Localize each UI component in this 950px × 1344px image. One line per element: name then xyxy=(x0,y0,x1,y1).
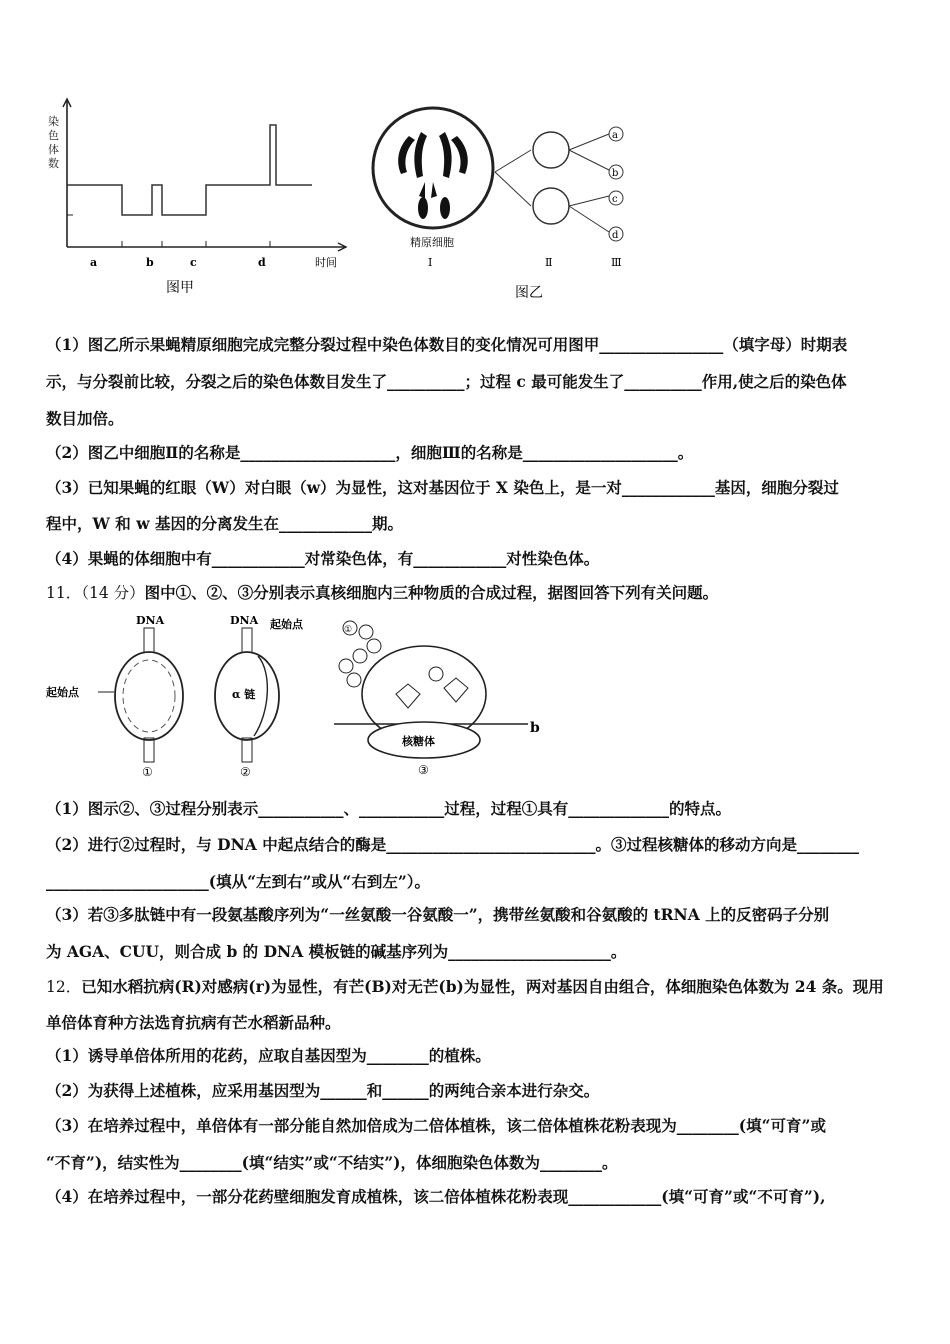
spermatogonium-cell xyxy=(373,108,493,228)
b-label: b xyxy=(530,720,540,736)
q11-stem xyxy=(46,582,910,604)
daughter-label: d xyxy=(612,230,619,241)
arrow xyxy=(569,206,609,232)
q11-stem-text: 图中①、②、③分别表示真核细胞内三种物质的合成过程，据图回答下列有关问题。 xyxy=(144,583,719,602)
ribosome-label: 核糖体 xyxy=(402,735,435,748)
figure-num: ① xyxy=(142,765,153,779)
figure-caption: 图甲 xyxy=(166,280,194,296)
replication-bubble xyxy=(115,652,183,740)
origin-label: 起始点 xyxy=(46,686,79,699)
x-tick-label: b xyxy=(146,256,154,269)
q12-number: 12． xyxy=(46,978,82,996)
dna-ladder xyxy=(242,628,252,654)
stage-label: Ⅰ xyxy=(428,256,433,269)
q12-stem-text: 已知水稻抗病(R)对感病(r)为显性，有芒(B)对无芒(b)为显性，两对基因自由组合，体细胞染色体数为 24 条。现用 xyxy=(81,977,884,996)
q10-part4: （4）果蝇的体细胞中有____________对常染色体，有____________对性染色体。 xyxy=(46,549,600,568)
chromosome xyxy=(440,197,450,219)
q10-part1-line2: 示，与分裂前比较，分裂之后的染色体数目发生了__________；过程 c 最可能发生了__________作用,使之后的染色体 xyxy=(46,372,847,391)
q10-part3-line2: 程中，W 和 w 基因的分离发生在____________期。 xyxy=(46,514,403,533)
amino-acid xyxy=(353,649,367,663)
figure-caption: 图乙 xyxy=(515,285,543,301)
arrow xyxy=(495,172,531,206)
q12-part3-line1: （3）在培养过程中，单倍体有一部分能自然加倍成为二倍体植株，该二倍体植株花粉表现为________(填“可育”或 xyxy=(46,1116,826,1135)
amino-acid xyxy=(359,625,373,639)
figure-num: ② xyxy=(240,765,251,779)
q12-stem-line2: 单倍体育种方法选育抗病有芒水稻新品种。 xyxy=(46,1013,341,1032)
dna-ladder xyxy=(242,738,252,762)
amino-acid xyxy=(367,639,381,653)
dna-label: DNA xyxy=(136,614,165,627)
q11-part1: （1）图示②、③过程分别表示___________、___________过程，过程①具有_____________的特点。 xyxy=(46,799,732,818)
q12-part2: （2）为获得上述植株，应采用基因型为______和______的两纯合亲本进行杂交。 xyxy=(46,1081,600,1100)
stage-label: Ⅲ xyxy=(611,256,622,269)
polypeptide-start: ① xyxy=(344,625,353,635)
q12-part3-line2: “不育”)，结实性为________(填“结实”或“不结实”)，体细胞染色体数为________。 xyxy=(46,1153,618,1172)
x-tick-label: d xyxy=(258,256,266,269)
figure-num: ③ xyxy=(418,763,429,777)
amino-acid xyxy=(429,667,443,681)
secondary-cell xyxy=(533,132,569,168)
amino-acid xyxy=(347,673,361,687)
q11-part3-line2: 为 AGA、CUU，则合成 b 的 DNA 模板链的碱基序列为_____________________。 xyxy=(46,942,627,961)
daughter-label: c xyxy=(612,194,618,205)
arrow xyxy=(569,134,609,150)
q12-part1: （1）诱导单倍体所用的花药，应取自基因型为________的植株。 xyxy=(46,1046,491,1065)
secondary-cell xyxy=(533,188,569,224)
q11-part2-line1: （2）进行②过程时，与 DNA 中起点结合的酶是___________________________。③过程核糖体的移动方向是________ xyxy=(46,835,859,854)
q10-part1-line1: （1）图乙所示果蝇精原细胞完成完整分裂过程中染色体数目的变化情况可用图甲________________（填字母）时期表 xyxy=(46,335,848,354)
q11-number: 11．（14 分） xyxy=(46,584,145,602)
chromosome-number-line xyxy=(67,125,312,215)
origin-label: 起始点 xyxy=(270,618,303,631)
dna-ladder xyxy=(144,628,154,654)
x-axis-label: 时间 xyxy=(315,256,337,269)
x-tick-label: a xyxy=(90,256,98,269)
q12-part4: （4）在培养过程中，一部分花药壁细胞发育成植株，该二倍体植株花粉表现____________(填“可育”或“不可育”), xyxy=(46,1187,826,1206)
dna-label: DNA xyxy=(230,614,259,627)
daughter-label: a xyxy=(612,130,618,141)
alpha-label: α 链 xyxy=(232,688,256,701)
x-tick-label: c xyxy=(190,256,197,269)
arrow xyxy=(495,150,531,172)
figure-yi-diagram xyxy=(365,98,635,310)
chromosome xyxy=(418,197,428,219)
arrow xyxy=(569,196,609,206)
q10-part2: （2）图乙中细胞Ⅱ的名称是____________________，细胞Ⅲ的名称是____________________。 xyxy=(46,443,694,462)
q12-stem-line1 xyxy=(46,976,910,998)
y-axis-label: 染色体数 xyxy=(48,115,59,170)
q11-figure xyxy=(44,612,554,782)
cell-label: 精原细胞 xyxy=(410,236,454,249)
arrow xyxy=(569,150,609,170)
q10-part1-line3: 数目加倍。 xyxy=(46,409,124,428)
figure-jia-chart xyxy=(40,95,350,310)
q10-part3-line1: （3）已知果蝇的红眼（W）对白眼（w）为显性，这对基因位于 X 染色上，是一对____________基因，细胞分裂过 xyxy=(46,478,839,497)
daughter-label: b xyxy=(612,168,619,179)
stage-label: Ⅱ xyxy=(545,256,553,269)
q11-part2-line2: _____________________(填从“左到右”或从“右到左”）。 xyxy=(46,872,430,891)
q11-part3-line1: （3）若③多肽链中有一段氨基酸序列为“一丝氨酸一谷氨酸一”，携带丝氨酸和谷氨酸的 tRNA 上的反密码子分别 xyxy=(46,905,830,924)
amino-acid xyxy=(339,659,353,673)
dna-ladder xyxy=(144,738,154,762)
